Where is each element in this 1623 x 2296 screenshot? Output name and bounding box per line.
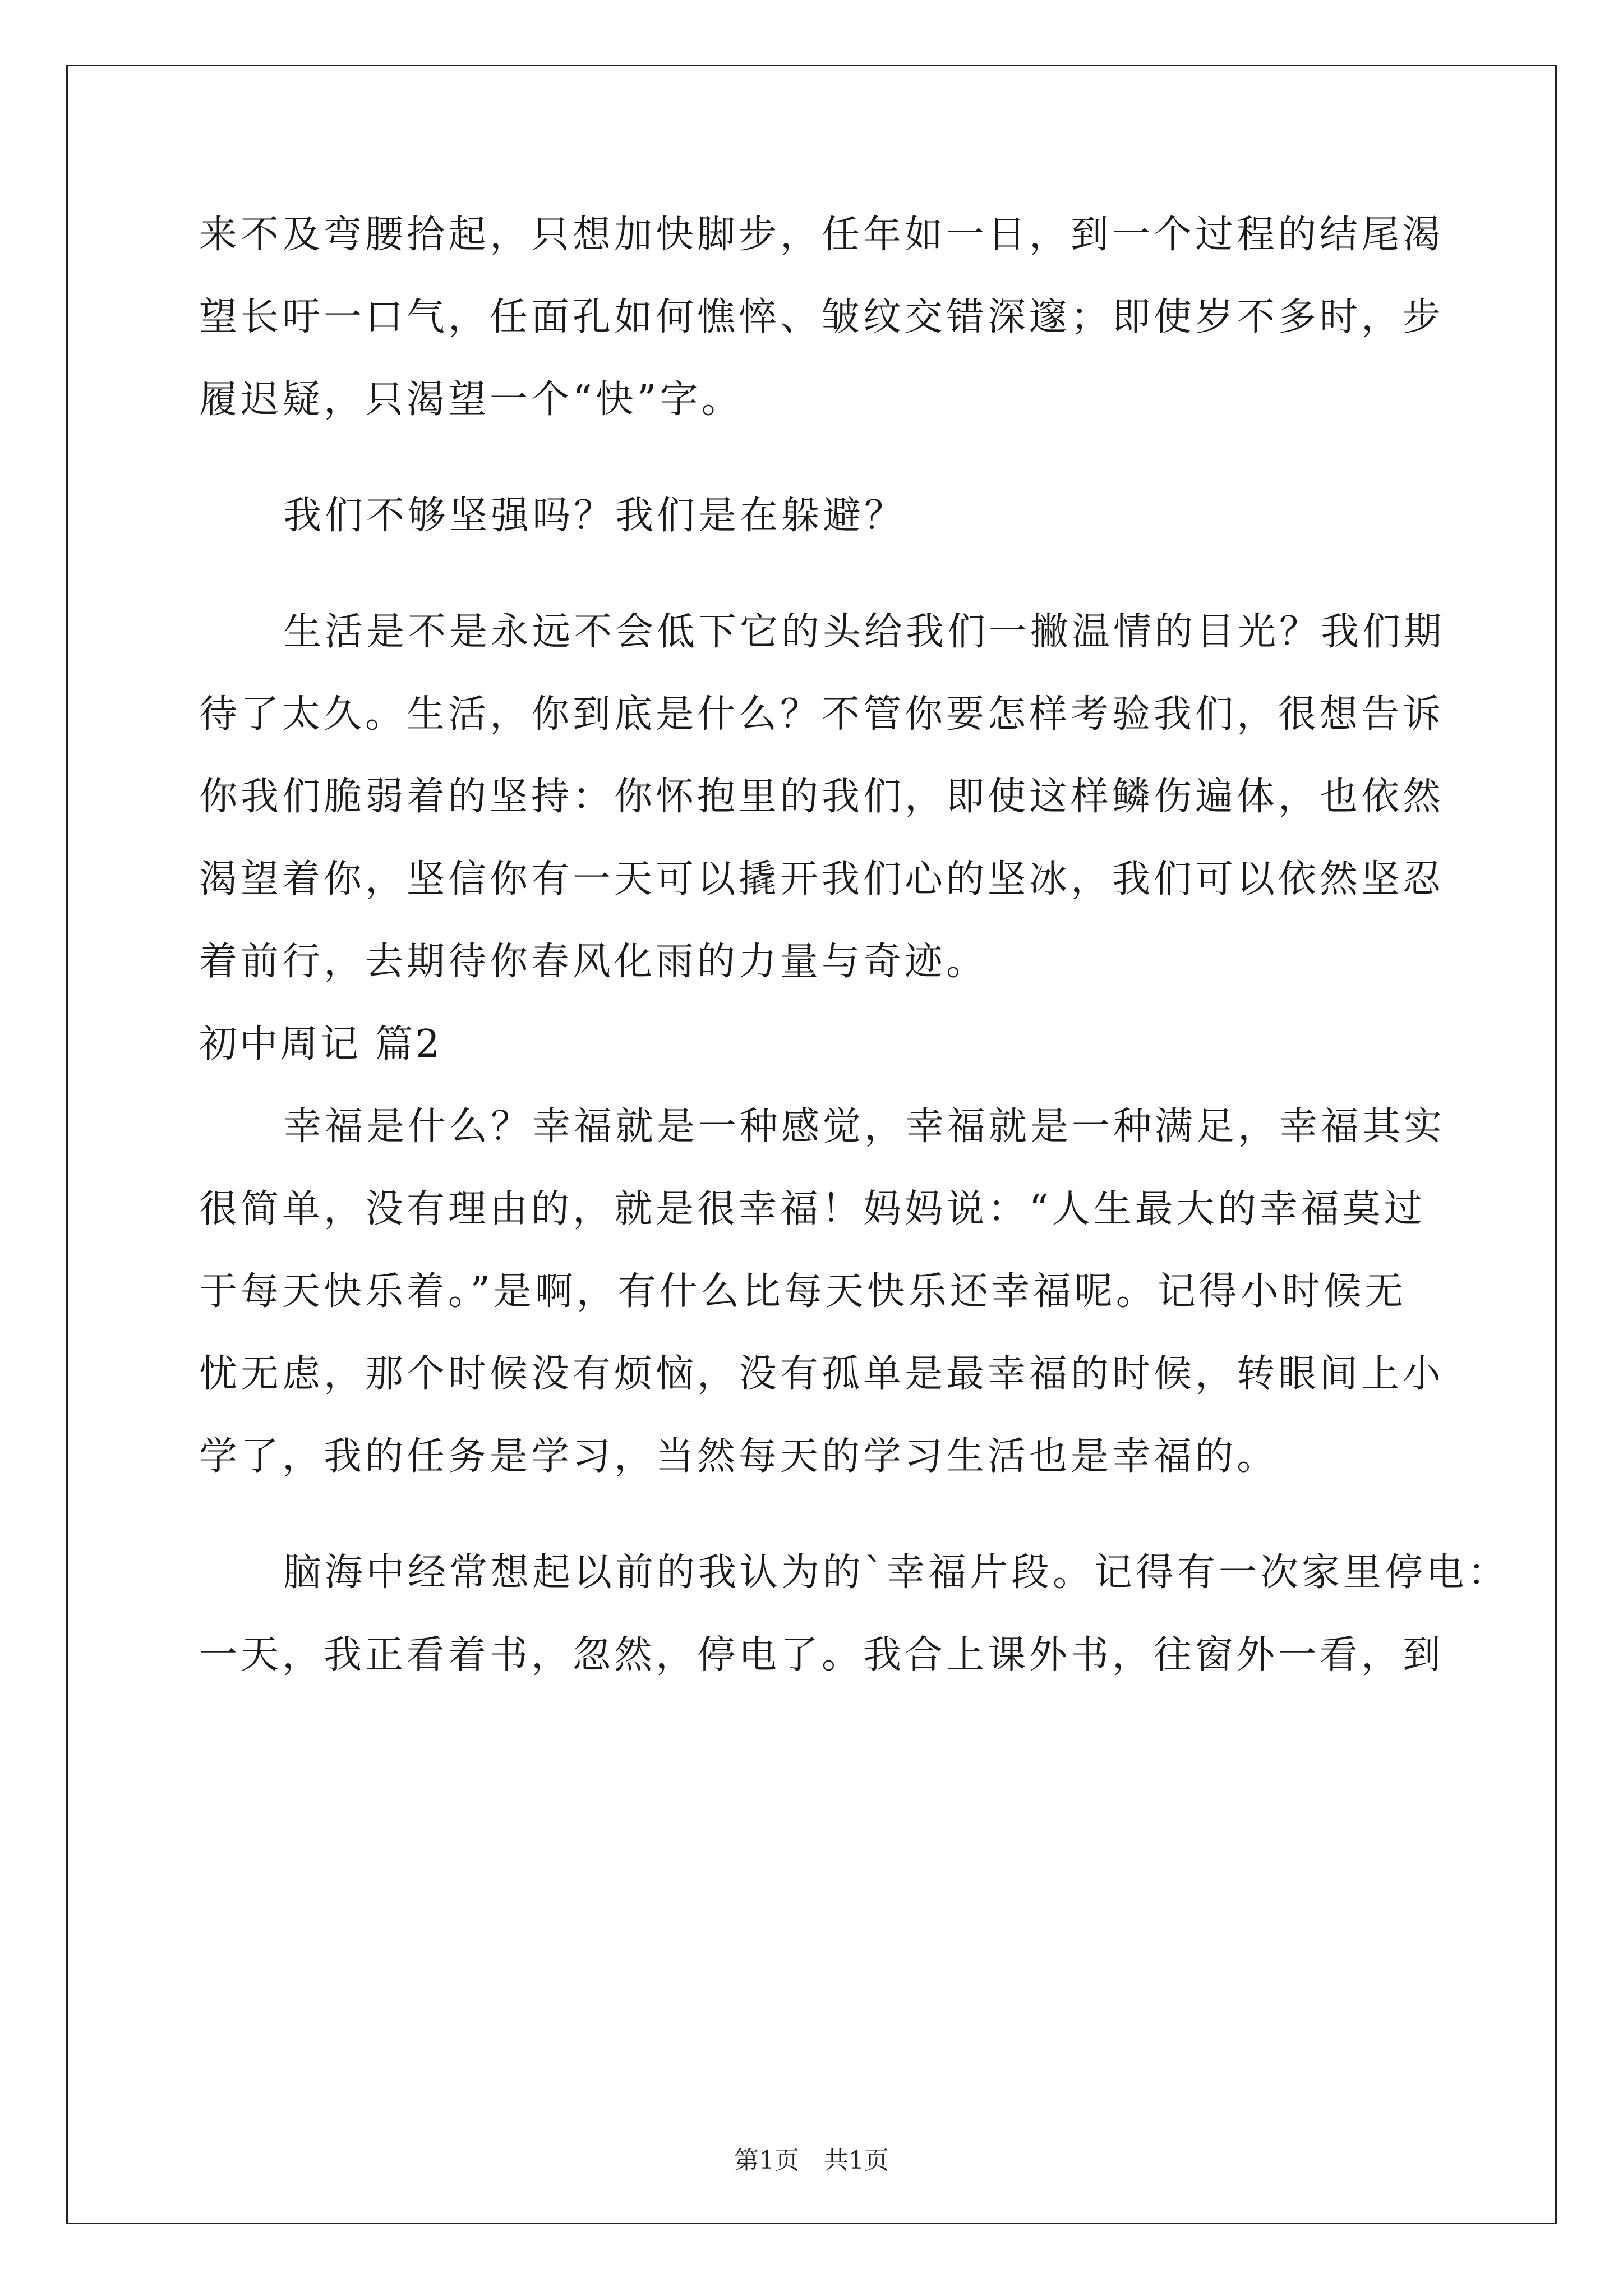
text-line: 着前行，去期待你春风化雨的力量与奇迹。: [199, 940, 988, 984]
text-line: 幸福是什么？幸福就是一种感觉，幸福就是一种满足，幸福其实: [283, 1105, 1446, 1149]
text-line: 你我们脆弱着的坚持：你怀抱里的我们，即使这样鳞伤遍体，也依然: [199, 775, 1445, 819]
section-heading: 初中周记 篇2: [199, 1022, 442, 1066]
text-line: 一天，我正看着书，忽然，停电了。我合上课外书，往窗外一看，到: [199, 1633, 1445, 1677]
text-line: 履迟疑，只渴望一个“快”字。: [199, 378, 743, 422]
text-line: 生活是不是永远不会低下它的头给我们一撇温情的目光？我们期: [283, 610, 1446, 654]
text-line: 学了，我的任务是学习，当然每天的学习生活也是幸福的。: [199, 1434, 1279, 1479]
text-line: 来不及弯腰拾起，只想加快脚步，任年如一日，到一个过程的结尾渴: [199, 213, 1445, 257]
text-line: 脑海中经常想起以前的我认为的`幸福片段。记得有一次家里停电：: [283, 1550, 1510, 1595]
text-line: 渴望着你，坚信你有一天可以撬开我们心的坚冰，我们可以依然坚忍: [199, 857, 1445, 901]
text-line: 待了太久。生活，你到底是什么？不管你要怎样考验我们，很想告诉: [199, 692, 1445, 737]
page-number-footer: 第1页 共1页: [734, 2146, 889, 2175]
text-line: 于每天快乐着。”是啊，有什么比每天快乐还幸福呢。记得小时候无: [199, 1269, 1407, 1314]
text-line: 忧无虑，那个时候没有烦恼，没有孤单是最幸福的时候，转眼间上小: [199, 1352, 1445, 1396]
document-body: [199, 194, 1510, 1696]
text-line: 很简单，没有理由的，就是很幸福！妈妈说：“人生最大的幸福莫过: [199, 1187, 1426, 1231]
text-line: 望长吁一口气，任面孔如何憔悴、皱纹交错深邃；即使岁不多时，步: [199, 295, 1445, 339]
text-line: 我们不够坚强吗？我们是在躲避？: [283, 494, 906, 538]
